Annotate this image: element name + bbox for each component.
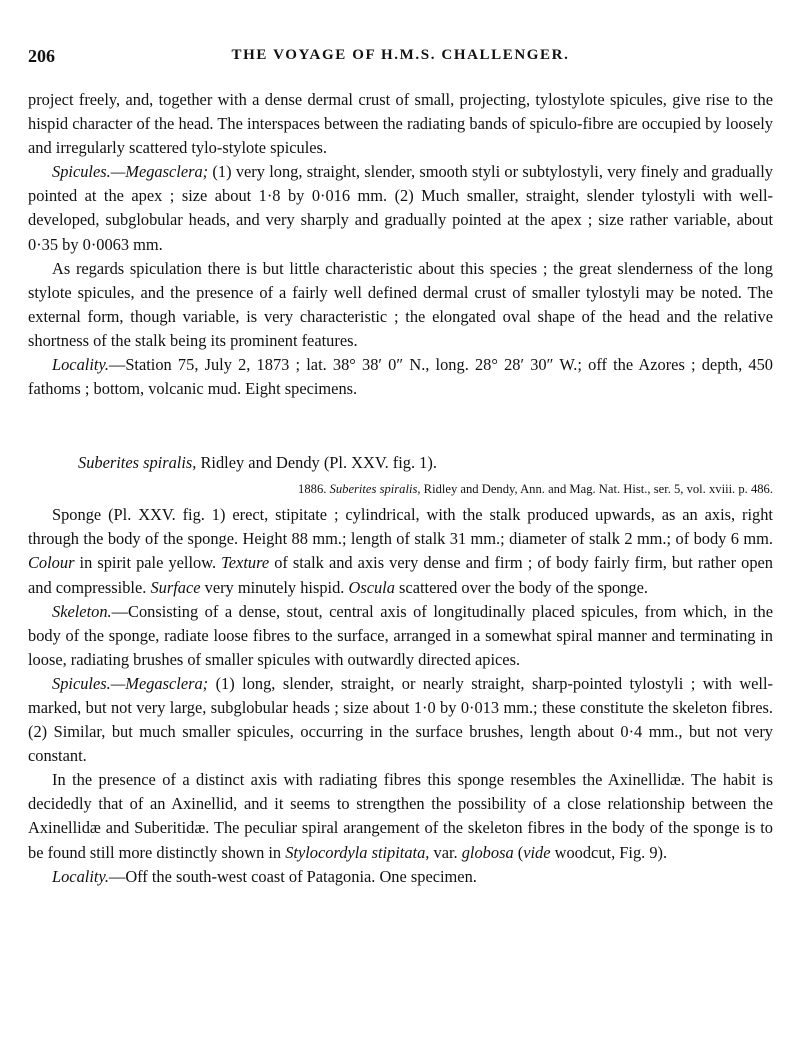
paragraph-spicules-2: Spicules.—Megasclera; (1) long, slender, straight, or nearly straight, sharp-pointed tylostyli ; with well-marked, but not very large, subglobular heads ; size about 1·0 by 0·013 mm.; these constitute the skeleton fibres. (2) Similar, but much smaller spicules, occurring in the surface brushes, length about 0·4 mm., but not very constant.: [28, 673, 773, 766]
page-body: [28, 88, 773, 889]
paragraph-continuation: project freely, and, together with a dense dermal crust of small, projecting, tylostylote spicules, give rise to the hispid character of the head. The interspaces between the radiating bands of spiculo-fibre are occupied by loosely and irregularly scattered tylo-stylote spicules.: [28, 90, 773, 158]
skeleton-label: Skeleton.: [52, 601, 112, 621]
paragraph-spicules-1: Spicules.—Megasclera; (1) very long, straight, slender, smooth styli or subtylostyli, very finely and gradually pointed at the apex ; size about 1·8 by 0·016 mm. (2) Much smaller, straight, slender tylostyli with well-developed, subglobular heads, and very sharply and gradually pointed at the apex ; size rather variable, about 0·35 by 0·0063 mm.: [28, 162, 773, 254]
spicules-label: Spicules.—Megasclera;: [52, 162, 209, 182]
paragraph-locality-2: Locality.—Off the south-west coast of Patagonia. One specimen.: [52, 866, 477, 886]
page-header: [28, 46, 773, 68]
locality-label: Locality.: [52, 355, 109, 375]
species-reference: 1886. Suberites spiralis, Ridley and Dendy, Ann. and Mag. Nat. Hist., ser. 5, vol. xviii. p. 486.: [298, 482, 773, 497]
page-number: 206: [28, 46, 55, 66]
running-title: THE VOYAGE OF H.M.S. CHALLENGER.: [231, 47, 570, 63]
locality-label: Locality.: [52, 866, 109, 886]
section-gap: [28, 401, 773, 451]
species-heading: Suberites spiralis, Ridley and Dendy (Pl. XXV. fig. 1).: [78, 453, 437, 473]
paragraph-locality-1: Locality.—Station 75, July 2, 1873 ; lat. 38° 38′ 0″ N., long. 28° 28′ 30″ W.; off the Azores ; depth, 450 fathoms ; bottom, volcanic mud. Eight specimens.: [28, 355, 773, 399]
paragraph-skeleton: Skeleton.—Consisting of a dense, stout, central axis of longitudinally placed spicules, from which, in the body of the sponge, radiate loose fibres to the surface, arranged in a somewhat spiral manner and terminating in loose, radiating brushes of smaller spicules with outwardly directed apices.: [28, 601, 773, 669]
spicules-label: Spicules.—Megasclera;: [52, 673, 209, 693]
paragraph-remarks-2: In the presence of a distinct axis with radiating fibres this sponge resembles the Axinellidæ. The habit is decidedly that of an Axinellid, and it seems to strengthen the possibility of a close relationship between the Axinellidæ and Suberitidæ. The peculiar spiral arangement of the skeleton fibres in the body of the sponge is to be found still more distinctly shown in Stylocordyla stipitata, var. globosa (vide woodcut, Fig. 9).: [28, 770, 773, 862]
paragraph-remarks-1: As regards spiculation there is but little characteristic about this species ; the great slenderness of the long stylote spicules, and the presence of a fairly well defined dermal crust of smaller tylostyli may be noted. The external form, though variable, is very characteristic ; the elongated oval shape of the head and the relative shortness of the stalk being its prominent features.: [28, 258, 773, 350]
paragraph-description: Sponge (Pl. XXV. fig. 1) erect, stipitate ; cylindrical, with the stalk produced upwards, as an axis, right through the body of the sponge. Height 88 mm.; length of stalk 31 mm.; diameter of stalk 2 mm.; of body 6 mm. Colour in spirit pale yellow. Texture of stalk and axis very dense and firm ; of body fairly firm, but rather open and compressible. Surface very minutely hispid. Oscula scattered over the body of the sponge.: [28, 505, 774, 597]
